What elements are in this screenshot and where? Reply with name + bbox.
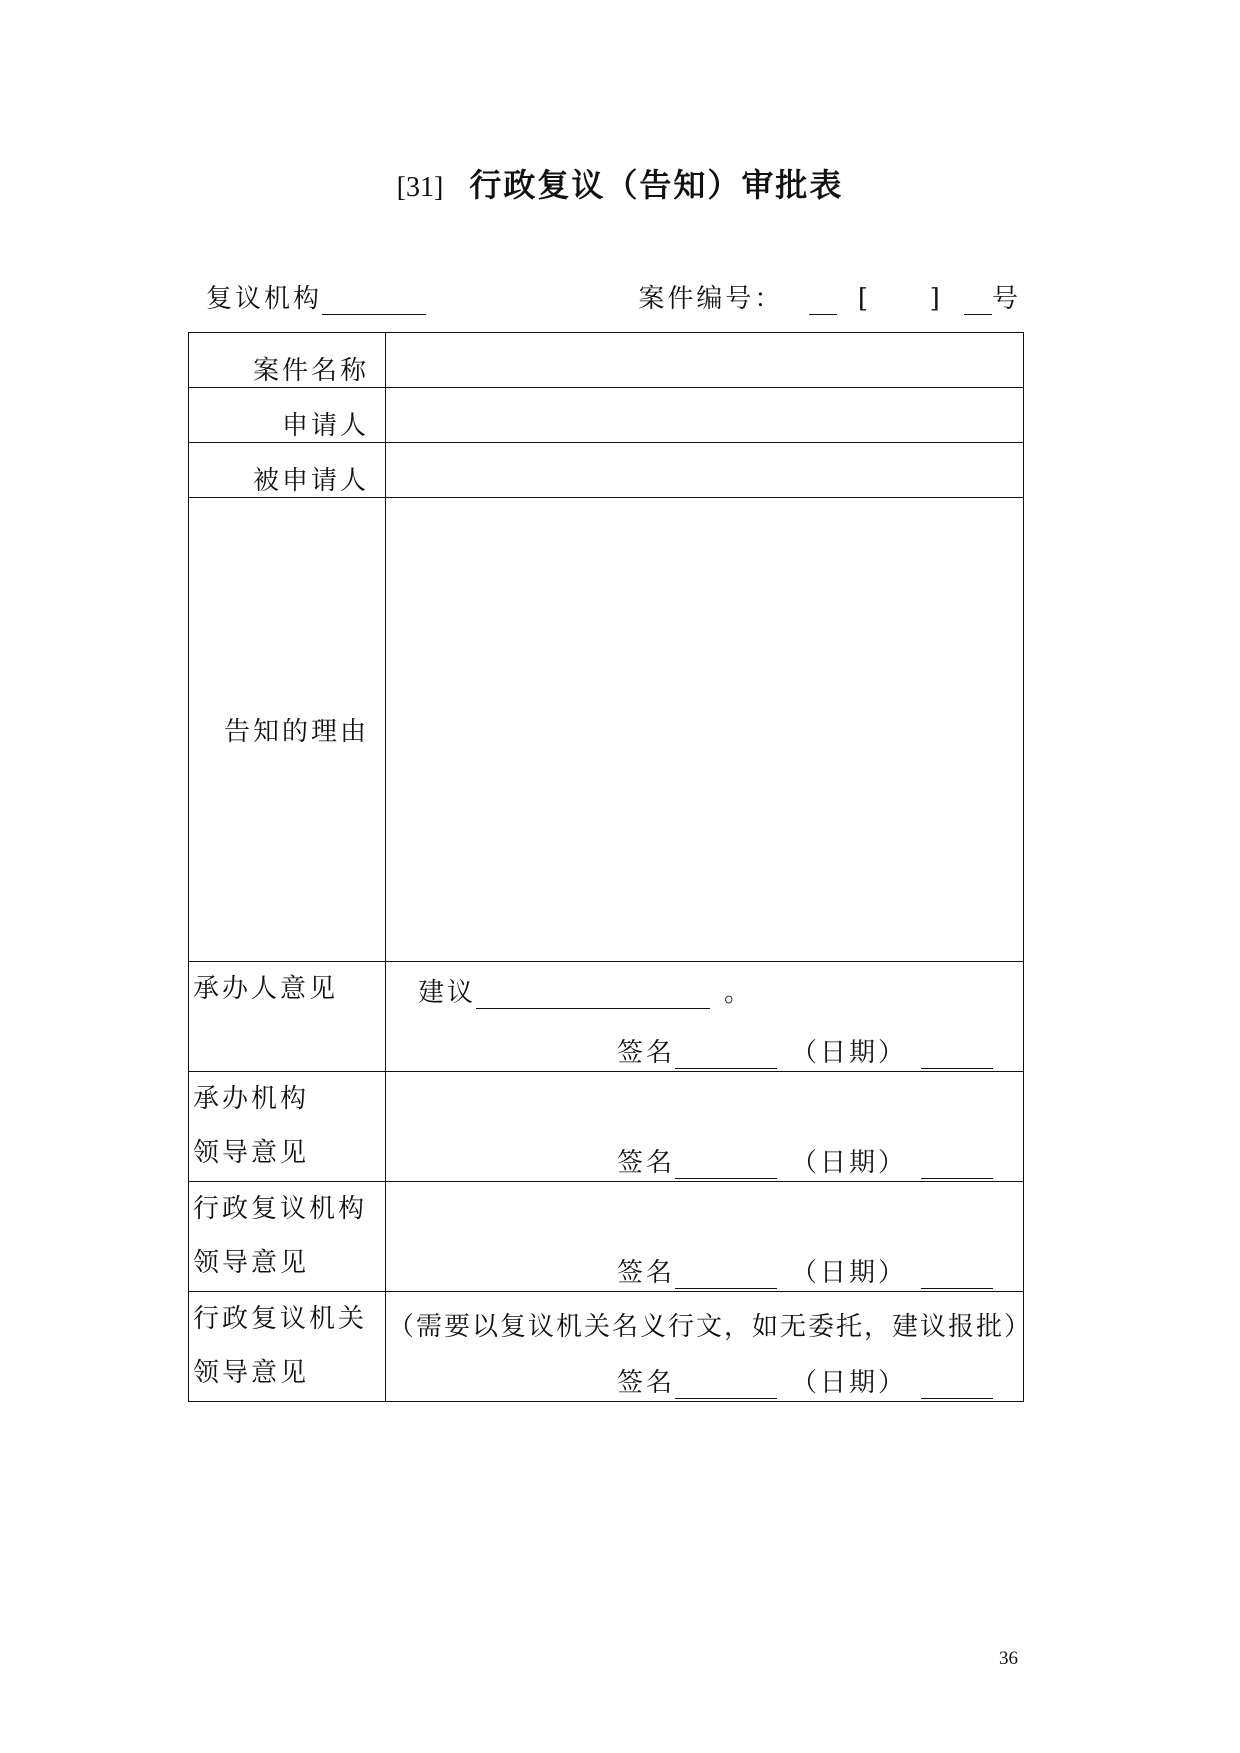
applicant-label: 申请人 [189, 388, 386, 443]
applicant-cell[interactable] [386, 388, 1024, 443]
dept-label-line2: 领导意见 [193, 1138, 310, 1168]
date-blank[interactable] [921, 1370, 993, 1399]
table-row [189, 443, 1024, 498]
agency-label-line2: 领导意见 [193, 1248, 310, 1278]
form-header [206, 278, 1021, 312]
signature-line [617, 1362, 993, 1399]
respondent-label: 被申请人 [189, 443, 386, 498]
sign-label: 签名 [616, 1258, 675, 1288]
sign-label: 签名 [616, 1038, 675, 1068]
form-title: 行政复议（告知）审批表 [469, 166, 844, 204]
dept-opinion-label [189, 1072, 386, 1182]
table-row [189, 333, 1024, 388]
suggestion-blank[interactable] [476, 980, 710, 1009]
organ-label-line1: 行政复议机关 [193, 1304, 368, 1334]
sign-blank[interactable] [675, 1150, 777, 1179]
table-row [189, 1072, 1024, 1182]
table-row [189, 1182, 1024, 1292]
sign-label: 签名 [616, 1148, 675, 1178]
organ-opinion-cell[interactable] [386, 1292, 1033, 1402]
table-row [189, 388, 1024, 443]
case-number-field [638, 278, 1021, 315]
approval-table [188, 332, 1033, 1402]
sign-blank[interactable] [675, 1040, 777, 1069]
signature-line [617, 1032, 993, 1069]
date-label: （日期） [790, 1258, 907, 1288]
respondent-cell[interactable] [386, 443, 1024, 498]
page-title [0, 160, 1240, 206]
table-row [189, 1292, 1024, 1402]
suggestion-label: 建议 [418, 978, 477, 1008]
handler-opinion-text: 承办人意见 [193, 974, 339, 1004]
agency-label: 复议机构 [206, 284, 323, 314]
reason-cell[interactable] [386, 498, 1024, 962]
form-number: [31] [396, 172, 444, 203]
case-number-suffix: 号 [991, 284, 1021, 314]
agency-label-line1: 行政复议机构 [193, 1194, 368, 1224]
date-blank[interactable] [921, 1150, 993, 1179]
reason-label: 告知的理由 [189, 498, 386, 962]
date-blank[interactable] [921, 1040, 993, 1069]
table-row [189, 498, 1024, 962]
case-seq-blank[interactable] [964, 286, 992, 315]
table-row [189, 962, 1024, 1072]
handler-opinion-label [189, 962, 386, 1072]
suggestion-period: 。 [724, 978, 754, 1008]
dept-opinion-cell[interactable] [386, 1072, 1024, 1182]
agency-field [206, 278, 426, 315]
dept-label-line1: 承办机构 [193, 1084, 310, 1114]
date-blank[interactable] [921, 1260, 993, 1289]
date-label: （日期） [790, 1368, 907, 1398]
signature-line [617, 1252, 993, 1289]
case-number-label: 案件编号： [638, 284, 784, 314]
organ-opinion-label [189, 1292, 386, 1402]
agency-opinion-label [189, 1182, 386, 1292]
sign-blank[interactable] [675, 1370, 777, 1399]
bracket-close: ] [929, 284, 943, 314]
sign-blank[interactable] [675, 1260, 777, 1289]
agency-opinion-cell[interactable] [386, 1182, 1024, 1292]
sign-label: 签名 [616, 1368, 675, 1398]
page-number: 36 [999, 1648, 1018, 1669]
date-label: （日期） [790, 1038, 907, 1068]
organ-note: （需要以复议机关名义行文，如无委托，建议报批） [388, 1312, 1033, 1342]
organ-label-line2: 领导意见 [193, 1358, 310, 1388]
handler-opinion-cell[interactable] [386, 962, 1024, 1072]
date-label: （日期） [790, 1148, 907, 1178]
case-name-cell[interactable] [386, 333, 1024, 388]
agency-blank[interactable] [322, 286, 426, 315]
handler-suggestion [418, 972, 753, 1009]
signature-line [617, 1142, 993, 1179]
case-prefix-blank[interactable] [809, 286, 837, 315]
bracket-open: [ [857, 284, 872, 314]
case-name-label: 案件名称 [189, 333, 386, 388]
